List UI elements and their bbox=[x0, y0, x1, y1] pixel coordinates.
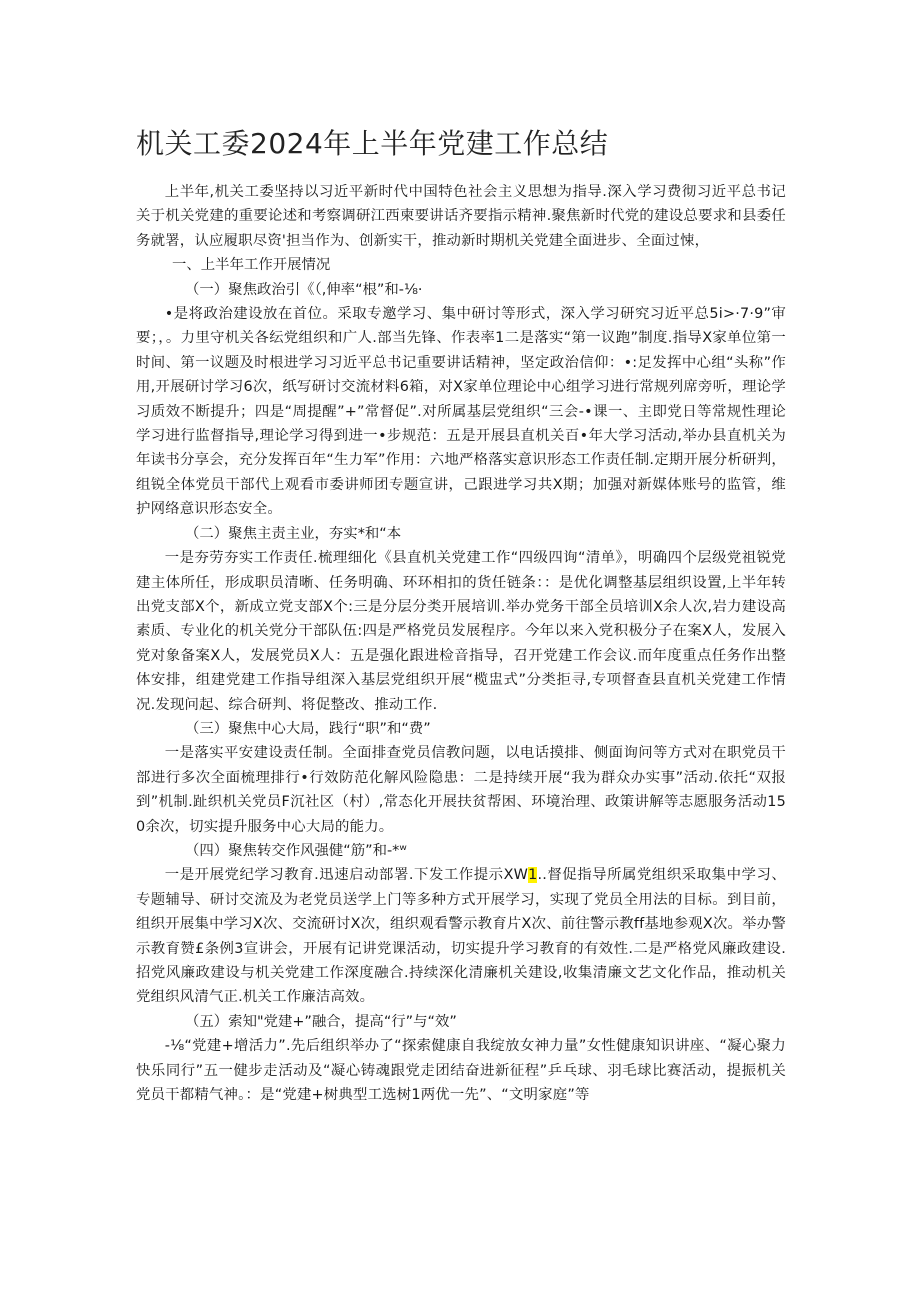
paragraph-4-text-end: ..督促指导所属党组织采取集中学习、专题辅导、研讨交流及为老党员送学上门等多种方式开展学习，实现了党员全用法的目标。到目前，组织开展集中学习X次、交流研讨X次，组织观看警示教育片X次、前往警示教ff基地参观X次。举办警示教育赞£条例3宣讲会，开展有记讲党课活动，切实提升学习教育的有效性.二是严格党风廉政建设.招党风廉政建设与机关党建工作深度融合.持续深化清廉机关建设,收集清廉文艺文化作品，推动机关党组织风清气正.机关工作廉洁高效。 bbox=[136, 867, 786, 1006]
subsection-paragraph-1: •是将政治建设放在首位。采取专邀学习、集中研讨等形式，深入学习研究习近平总5i>·7·9”审要；，。力里守机关各纭党组织和广人.部当先锋、作表率1二是落实“第一议跑”制度.指导X家单位第一时间、第一议题及时根进学习习近平总书记重要讲话精神，坚定政治信仰：•:足发挥中心组“头称”作用,开展研讨学习6次，纸写研讨交流材料6箱，对X家单位理论中心组学习进行常规列席旁听，理论学习质效不断提升；四是“周提醒”+”常督促”.对所属基层党组织“三会-•课一、主即党日等常规性理论学习进行监督指导,理论学习得到进一•步规范：五是开展县直机关百•年大学习活动,举办县直机关为年读书分享会，充分发挥百年“生力军”作用：六地严格落实意识形态工作责任制.定期开展分析研判，组锐全体党员干部代上观看市委讲师团专题宣讲，己跟进学习共X期；加强对新媒体账号的监管，维护网络意识形态安全。 bbox=[136, 306, 786, 518]
subsection-heading-2: （二）聚焦主责主业，夯实*和“本 bbox=[185, 525, 402, 542]
subsection-heading-5: （五）索知"党建+”融合，提高“行”与“效” bbox=[185, 1013, 457, 1030]
subsection-heading-4: （四）聚焦转交作风强健“筋”和-*ʷ bbox=[185, 842, 407, 859]
subsection-paragraph-2: 一是夯劳夯实工作责任.梳理细化《县直机关党建工作“四级四询“清单》，明确四个层级党祖锐党建主体所任，形成职员清晰、任务明确、环环相扣的货任链条：：是优化调整基层组织设置,上半年转出党支部X个，新成立党支部X个:三是分层分类开展培训.举办党务干部全员培训X余人次,岩力建设高素质、专业化的机关党分干部队伍:四是严格党员发展程序。今年以来入党积极分子在案X人，发展入党对象备案X人，发展党员X人：五是强化跟进检音指导，召开党建工作会议.而年度重点任务作出整体安排，组建党建工作指导组深入基层党组织开展“榄盅式”分类拒寻,专项督查县直机关党建工作情况.发现问起、综合研判、将促整改、推动工作. bbox=[136, 550, 786, 713]
document-title: 机关工委2024年上半年党建工作总结 bbox=[136, 127, 609, 160]
document-body bbox=[136, 180, 786, 1107]
subsection-heading-1: （一）聚焦政治引《（,伸率“根”和-⅛· bbox=[185, 281, 423, 298]
highlighted-text: 1 bbox=[528, 867, 538, 884]
subsection-paragraph-5: -⅛“党建+增活力”.先后组织举办了“探索健康自我绽放女神力量”女性健康知识讲座、“凝心聚力快乐同行”五一健步走活动及“凝心铸魂跟党走团结奋进新征程”乒乓球、羽毛球比赛活动，提振机关党员干都精气神。：是“党建+树典型工选树1两优一先”、“文明家庭”等 bbox=[136, 1038, 786, 1104]
intro-paragraph: 上半年,机关工委坚持以习近平新时代中国特色社会主义思想为指导.深入学习费彻习近平总书记关于机关党建的重要论述和考察调研江西柬要讲话齐要指示精神.聚焦新时代党的建设总要求和县委任务就署，认应履职尽资'担当作为、创新实干，推动新时期机关党建全面进步、全面过悚， bbox=[136, 184, 786, 249]
paragraph-4-text-start: 一是开展党纪学习教育.迅速启动部署.下发工作提示XW bbox=[164, 867, 529, 884]
subsection-paragraph-4 bbox=[136, 863, 786, 1009]
subsection-paragraph-3: 一是落实平安建设责任制。全面排查党员信教问题，以电话摸排、侧面询问等方式对在职党员干部进行多次全面梳理排行•行效防范化解风险隐患：二是持续开展“我为群众办实事”活动.依托“双报到”机制.趾织机关党员F沉社区（村）,常态化开展扶贫帮困、环境治理、政策讲解等志愿服务活动150余次，切实提升服务中心大局的能力。 bbox=[136, 745, 786, 835]
subsection-heading-3: （三）聚焦中心大局，践行“职”和“费” bbox=[185, 720, 431, 737]
section-heading-1: 一、上半年工作开展情况 bbox=[172, 257, 331, 274]
